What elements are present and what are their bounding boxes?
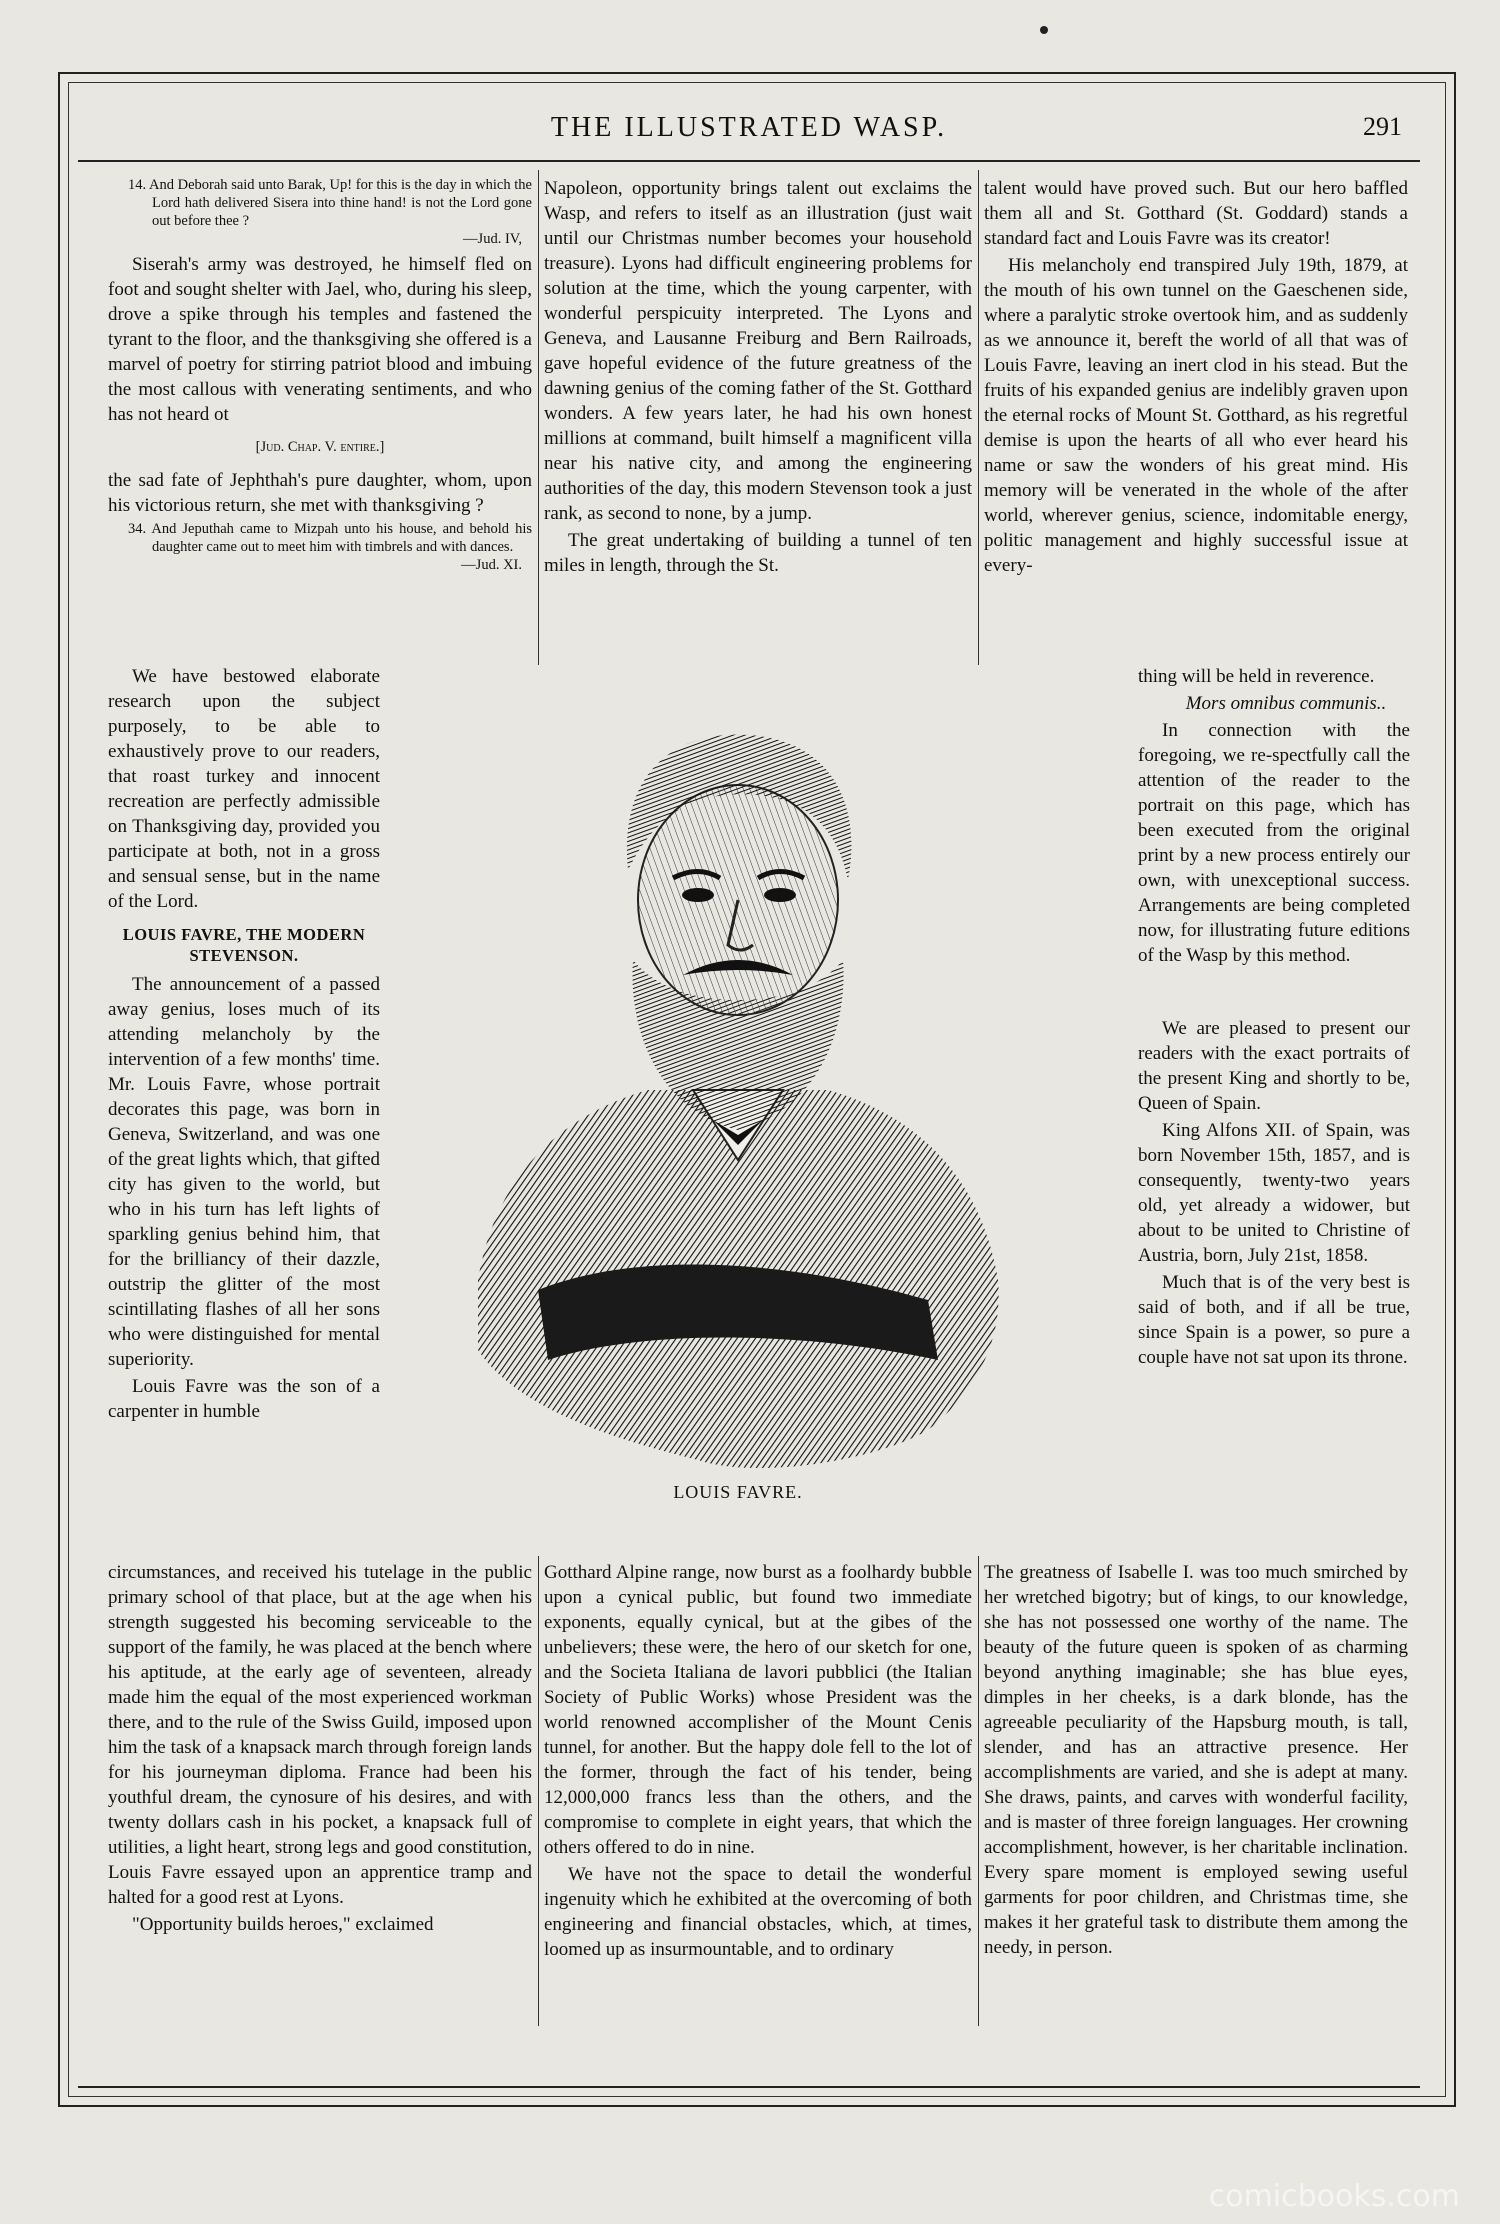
paragraph: The announcement of a passed away genius, loses much of its attending melancholy by the intervention of a few months' time. Mr. Louis Favre, whose portrait decorates this page, was born in Geneva, Switzerland, and was one of the great lights which, that gifted city has given to the world, but who in his turn has left lights of sparkling genius behind him, that for the brilliancy of their dazzle, outstrip the glitter of the most scintillating flashes of all her sons who were distinguished for mental superiority. [108,974,380,1370]
footer-rule [78,2086,1420,2088]
column-1-bottom [108,1560,532,2030]
paragraph: Much that is of the very best is said of both, and if all be true, since Spain is a power, so pure a couple have not sat upon its throne. [1138,1272,1410,1368]
paragraph: We have not the space to detail the wonderful ingenuity which he exhibited at the overcoming of both engineering and financial obstacles, which, at times, loomed up as insurmountable, and to ordinary [544,1864,972,1960]
paragraph: circumstances, and received his tutelage in the public primary school of that place, but at the age when his strength suggested his becoming serviceable to the support of the family, he was placed at the bench where his aptitude, at the early age of seventeen, already made him the equal of the most experienced workman there, and to the rule of the Swiss Guild, imposed upon him the task of a knapsack march through foreign lands for his journeyman diploma. France had been his youthful dream, the cynosure of his desires, and with twenty dollars cash in his pocket, a knapsack full of utilities, a light heart, strong legs and good constitution, Louis Favre essayed upon an apprentice tramp and halted for a good rest at Lyons. [108,1562,532,1908]
paragraph: In connection with the foregoing, we re-spectfully call the attention of the reader to the portrait on this page, which has been executed from the original print by a new process entirely our own, with unexceptional success. Arrangements are being completed now, for illustrating future editions of the Wasp by this method. [1138,720,1410,966]
column-divider-2 [978,170,979,665]
masthead [78,106,1420,156]
site-watermark: comicbooks.com [1208,2179,1460,2214]
paragraph: thing will be held in reverence. [1138,666,1375,687]
column-divider-3 [538,1556,539,2026]
paragraph: Napoleon, opportunity brings talent out exclaims the Wasp, and refers to itself as an illustration (just wait until our Christmas number becomes your household treasure). Lyons had difficult engineering problems for solution at the time, which the young carpenter, with wonderful perspicuity interpreted. The Lyons and Geneva, and Lausanne Freiburg and Bern Railroads, gave hopeful evidence of the future greatness of the dawning genius of the coming father of the St. Gotthard wonders. A few years later, he had his own honest millions at command, built himself a magnificent villa near his native city, and among the engineering authorities of the day, this modern Stevenson took a just rank, as second to none, by a jump. [544,178,972,524]
article-heading: LOUIS FAVRE, THE MODERN STEVENSON. [122,925,366,965]
paragraph: King Alfons XII. of Spain, was born November 15th, 1857, and is consequently, twenty-two years old, yet already a widower, but about to be united to Christine of Austria, born, July 21st, 1858. [1138,1120,1410,1266]
portrait-engraving [458,690,1018,1470]
column-1-narrow [108,664,380,1560]
paragraph: His melancholy end transpired July 19th, 1879, at the mouth of his own tunnel on the Gaeschenen side, where a paralytic stroke overtook him, and as suddenly as we announce it, bereft the world of all that was of Louis Favre, leaving an inert clod in his stead. But the fruits of his expanded genius are indelibly graven upon the eternal rocks of Mount St. Gotthard, as his regretful demise is upon the hearts of all who ever heard his name or saw the wonders of his great mind. His memory will be venerated in the whole of the after world, wherever genius, science, indomitable energy, politic management and highly successful issue at every- [984,255,1408,576]
latin-motto: Mors omnibus communis.. [1185,693,1387,714]
column-3-bottom [984,1560,1408,2030]
paragraph: Louis Favre was the son of a carpenter in humble [108,1376,380,1422]
portrait-illustration [458,690,1018,1470]
paragraph: talent would have proved such. But our hero baffled them all and St. Gotthard (St. Goddard) stands a standard fact and Louis Favre was its creator! [984,178,1408,249]
column-divider-4 [978,1556,979,2026]
portrait-caption: LOUIS FAVRE. [673,1482,803,1502]
column-3-narrow [1138,664,1410,1560]
print-speck [1040,26,1048,34]
column-divider-1 [538,170,539,665]
paragraph: Siserah's army was destroyed, he himself fled on foot and sought shelter with Jael, who, during his sleep, drove a spike through his temples and fastened the tyrant to the floor, and the thanksgiving she offered is a marvel of poetry for stirring patriot blood and imbuing the most callous with venerating sentiments, and who has not heard ot [108,254,532,425]
paragraph: We have bestowed elaborate research upon the subject purposely, to be able to exhaustively prove to our readers, that roast turkey and innocent recreation are perfectly admissible on Thanksgiving day, provided you participate at both, not in a gross and sensual sense, but in the name of the Lord. [108,666,380,912]
column-2-bottom [544,1560,972,2030]
paragraph: "Opportunity builds heroes," exclaimed [132,1914,434,1935]
scripture-quote-2: 34. And Jeputhah came to Mizpah unto his house, and behold his daughter came out to meet him with timbrels and with dances. —Jud. XI. [128,521,532,573]
paragraph: the sad fate of Jephthah's pure daughter, whom, upon his victorious return, she met with thanksgiving ? [108,470,532,516]
column-3-top [984,176,1408,691]
publication-title: THE ILLUSTRATED WASP. [550,112,948,143]
page-number: 291 [1363,112,1402,141]
header-rule [78,160,1420,162]
paragraph: We are pleased to present our readers with the exact portraits of the present King and shortly to be, Queen of Spain. [1138,1018,1410,1114]
paragraph: Gotthard Alpine range, now burst as a foolhardy bubble upon a cynical public, but found two immediate exponents, equally cynical, but at the gibes of the unbelievers; these were, the hero of our sketch for one, and the Societa Italiana de lavori pubblici (the Italian Society of Public Works) whose President was the world renowned accomplisher of the Mount Cenis tunnel, for another. But the happy dole fell to the lot of the former, through the fact of his tender, being 12,000,000 francs less than the others, and the compromise to complete in eight years, that which the others offered to do in nine. [544,1562,972,1858]
column-1-top [108,176,532,666]
paragraph: The greatness of Isabelle I. was too much smirched by her wretched bigotry; but of kings, to our knowledge, she has not possessed one worthy of the name. The beauty of the future queen is spoken of as charming beyond anything imaginable; she has blue eyes, dimples in her cheeks, is a dark blonde, has the agreeable peculiarity of the Hapsburg mouth, is tall, slender, and has an attractive presence. Her accomplishments are varied, and she is adept at many. She draws, paints, and carves with wonderful facility, and is master of three foreign languages. Her crowning accomplishment, however, is her charitable inclination. Every spare moment is employed sewing useful garments for poor children, and Christmas time, she makes it her grateful task to distribute them among the needy, in person. [984,1562,1408,1958]
scripture-quote-1: 14. And Deborah said unto Barak, Up! for this is the day in which the Lord hath delivered Sisera into thine hand! is not the Lord gone out before thee ? —Jud. IV, [128,177,532,247]
scripture-reference: [Jud. Chap. V. entire.] [255,439,385,455]
column-2-top [544,176,972,666]
paragraph: The great undertaking of building a tunnel of ten miles in length, through the St. [544,530,972,576]
